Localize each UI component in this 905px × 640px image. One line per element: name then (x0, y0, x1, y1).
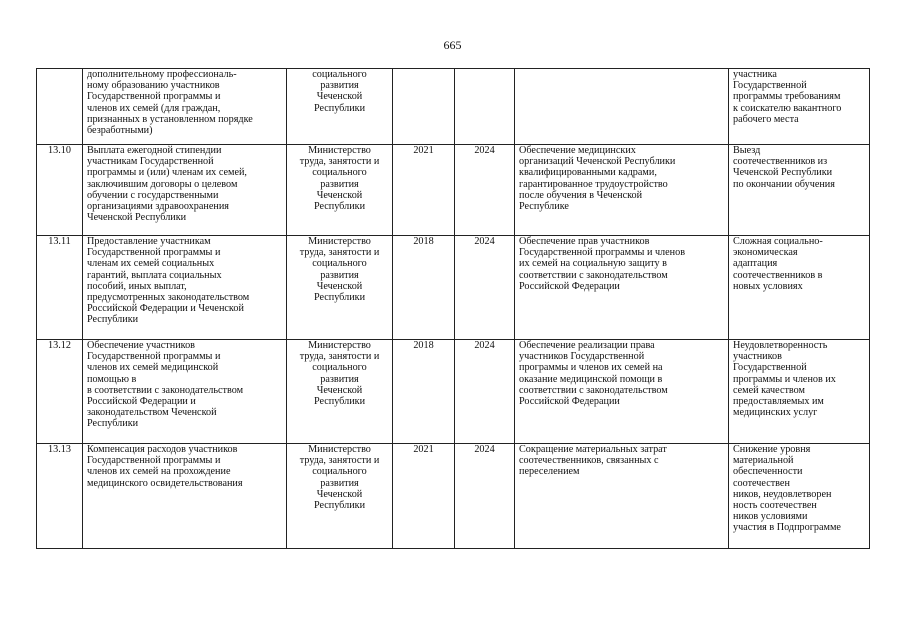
expected-result-cell-line: Обеспечение прав участников (519, 236, 650, 247)
risk-cell-line: предоставляемых им (733, 396, 824, 408)
item-number: 13.13 (37, 444, 83, 549)
executor-cell-line: социального (312, 362, 367, 374)
start-year-cell: 2018 (393, 340, 455, 444)
executor-cell-line: Республики (313, 396, 366, 408)
risk-cell-line: соотечественников в (733, 269, 823, 281)
activity-cell-line: ному образованию участников (87, 80, 220, 92)
risk-cell (729, 145, 870, 236)
risk-cell-line: участия в Подпрограмме (733, 522, 841, 534)
expected-result-cell-line: организаций Чеченской Республики (519, 156, 676, 168)
measures-table (36, 68, 870, 549)
activity-cell-line: членам их семей социальных (87, 258, 215, 270)
table-row (37, 236, 870, 340)
item-number: 13.12 (37, 340, 83, 444)
activity-cell-line: законодательством Чеченской (87, 407, 217, 419)
expected-result-cell-line: Обеспечение медицинских (519, 145, 636, 156)
expected-result-cell-line: участников Государственной (519, 351, 645, 363)
activity-cell-line: членов их семей (для граждан, (87, 102, 221, 114)
item-number: 13.10 (37, 145, 83, 236)
activity-cell (83, 236, 287, 340)
activity-cell-line: Компенсация расходов участников (87, 444, 238, 455)
risk-cell (729, 236, 870, 340)
activity-cell-line: медицинского освидетельствования (87, 477, 243, 489)
executor-cell (287, 340, 393, 444)
expected-result-cell-line: Обеспечение реализации права (519, 340, 655, 351)
expected-result-cell-line: Государственной программы и членов (519, 247, 686, 259)
activity-cell-line: заключившим договоры о целевом (87, 178, 238, 190)
activity-cell-line: помощью в (87, 373, 137, 385)
risk-cell-line: рабочего места (733, 113, 799, 125)
activity-cell-line: обучении с государственными (87, 189, 219, 201)
activity-cell-line: Чеченской Республики (87, 212, 187, 224)
expected-result-cell-line: переселением (519, 466, 580, 478)
activity-cell-line: Государственной программы и (87, 91, 221, 103)
risk-cell-line: Снижение уровня (733, 444, 811, 455)
executor-cell (287, 444, 393, 549)
activity-cell (83, 340, 287, 444)
risk-cell-line: программы и членов их (733, 373, 836, 385)
executor-cell (287, 145, 393, 236)
activity-cell-line: Обеспечение участников (87, 340, 195, 351)
activity-cell-line: членов их семей на прохождение (87, 466, 231, 478)
risk-cell-line: участников (733, 351, 782, 363)
executor-cell-line: социального (312, 466, 367, 478)
executor-cell-line: Министерство (308, 340, 371, 351)
activity-cell-line: организациями здравоохранения (87, 201, 229, 213)
risk-cell-line: Чеченской Республики (733, 167, 833, 179)
risk-cell-line: Государственной (733, 80, 807, 92)
executor-cell-line: Чеченской (316, 189, 363, 201)
risk-cell-line: ников условиями (733, 511, 808, 523)
executor-cell-line: Республики (313, 292, 366, 304)
expected-result-cell (515, 69, 729, 145)
activity-cell-line: Государственной программы и (87, 455, 221, 467)
activity-cell-line: предусмотренных законодательством (87, 292, 250, 304)
executor-cell-line: Министерство (308, 444, 371, 455)
risk-cell-line: к соискателю вакантного (733, 102, 842, 114)
activity-cell-line: членов их семей медицинской (87, 362, 219, 374)
activity-cell (83, 444, 287, 549)
executor-cell-line: Чеченской (316, 91, 363, 103)
expected-result-cell-line: Российской Федерации (519, 396, 620, 408)
expected-result-cell (515, 340, 729, 444)
executor-cell-line: труда, занятости и (299, 351, 380, 363)
risk-cell-line: Выезд (733, 145, 761, 156)
risk-cell (729, 340, 870, 444)
activity-cell-line: гарантий, выплата социальных (87, 269, 222, 281)
risk-cell (729, 444, 870, 549)
activity-cell-line: Государственной программы и (87, 247, 221, 259)
risk-cell-line: материальной (733, 455, 794, 467)
expected-result-cell (515, 444, 729, 549)
risk-cell-line: соотечественников из (733, 156, 828, 168)
executor-cell-line: развития (320, 80, 359, 92)
executor-cell (287, 236, 393, 340)
risk-cell-line: ность соотечествен (733, 500, 817, 512)
expected-result-cell-line: соответствии с законодательством (519, 269, 668, 281)
risk-cell-line: семей качеством (733, 384, 806, 396)
expected-result-cell-line: соответствии с законодательством (519, 384, 668, 396)
risk-cell-line: экономическая (733, 247, 798, 259)
risk-cell-line: соотечествен (733, 477, 790, 489)
executor-cell-line: социального (312, 167, 367, 179)
activity-cell-line: безработными) (87, 125, 153, 137)
expected-result-cell-line: их семей на социальную защиту в (519, 258, 667, 270)
end-year-cell: 2024 (455, 145, 515, 236)
activity-cell-line: Российской Федерации и Чеченской (87, 303, 244, 315)
expected-result-cell-line: квалифицированными кадрами, (519, 167, 657, 179)
start-year-cell (393, 69, 455, 145)
end-year-cell: 2024 (455, 340, 515, 444)
risk-cell-line: Государственной (733, 362, 807, 374)
executor-cell-line: труда, занятости и (299, 455, 380, 467)
end-year-cell: 2024 (455, 444, 515, 549)
expected-result-cell-line: программы и членов их семей на (519, 362, 663, 374)
executor-cell (287, 69, 393, 145)
table-row (37, 444, 870, 549)
activity-cell (83, 145, 287, 236)
activity-cell-line: признанных в установленном порядке (87, 113, 253, 125)
executor-cell-line: Республики (313, 201, 366, 213)
executor-cell-line: Республики (313, 102, 366, 114)
expected-result-cell-line: гарантированное трудоустройство (519, 178, 668, 190)
activity-cell-line: Предоставление участникам (87, 236, 211, 247)
activity-cell-line: в соответствии с законодательством (87, 384, 244, 396)
activity-cell-line: Государственной программы и (87, 351, 221, 363)
item-number: 13.11 (37, 236, 83, 340)
table-row (37, 340, 870, 444)
activity-cell-line: программы и (или) членам их семей, (87, 167, 247, 179)
end-year-cell: 2024 (455, 236, 515, 340)
executor-cell-line: развития (320, 477, 359, 489)
risk-cell-line: Сложная социально- (733, 236, 823, 247)
executor-cell-line: развития (320, 178, 359, 190)
executor-cell-line: Чеченской (316, 488, 363, 500)
executor-cell-line: труда, занятости и (299, 156, 380, 168)
activity-cell (83, 69, 287, 145)
activity-cell-line: участникам Государственной (87, 156, 214, 168)
risk-cell-line: участника (733, 69, 777, 80)
executor-cell-line: социального (312, 258, 367, 270)
risk-cell-line: ников, неудовлетворен (733, 488, 832, 500)
risk-cell-line: адаптация (733, 258, 778, 270)
executor-cell-line: Республики (313, 500, 366, 512)
start-year-cell: 2021 (393, 145, 455, 236)
risk-cell (729, 69, 870, 145)
risk-cell-line: Неудовлетворенность (733, 340, 828, 351)
risk-cell-line: по окончании обучения (733, 178, 835, 190)
start-year-cell: 2018 (393, 236, 455, 340)
executor-cell-line: социального (312, 69, 367, 80)
table-row (37, 69, 870, 145)
expected-result-cell-line: после обучения в Чеченской (519, 189, 643, 201)
page-number: 665 (443, 38, 462, 52)
activity-cell-line: дополнительному профессиональ- (87, 69, 237, 80)
expected-result-cell-line: Российской Федерации (519, 280, 620, 292)
risk-cell-line: новых условиях (733, 280, 803, 292)
executor-cell-line: Министерство (308, 145, 371, 156)
activity-cell-line: Республики (87, 314, 139, 326)
expected-result-cell-line: Республике (519, 201, 569, 213)
expected-result-cell-line: оказание медицинской помощи в (519, 373, 663, 385)
expected-result-cell (515, 236, 729, 340)
start-year-cell: 2021 (393, 444, 455, 549)
activity-cell-line: пособий, иных выплат, (87, 280, 187, 292)
risk-cell-line: программы требованиям (733, 91, 841, 103)
expected-result-cell (515, 145, 729, 236)
executor-cell-line: Чеченской (316, 384, 363, 396)
expected-result-cell-line: соотечественников, связанных с (519, 455, 659, 467)
executor-cell-line: Министерство (308, 236, 371, 247)
activity-cell-line: Российской Федерации и (87, 396, 196, 408)
end-year-cell (455, 69, 515, 145)
item-number (37, 69, 83, 145)
table-row (37, 145, 870, 236)
expected-result-cell-line: Сокращение материальных затрат (519, 444, 667, 455)
executor-cell-line: Чеченской (316, 280, 363, 292)
risk-cell-line: медицинских услуг (733, 407, 818, 419)
risk-cell-line: обеспеченности (733, 466, 803, 478)
executor-cell-line: развития (320, 269, 359, 281)
executor-cell-line: труда, занятости и (299, 247, 380, 259)
activity-cell-line: Республики (87, 418, 139, 430)
executor-cell-line: развития (320, 373, 359, 385)
activity-cell-line: Выплата ежегодной стипендии (87, 145, 222, 156)
